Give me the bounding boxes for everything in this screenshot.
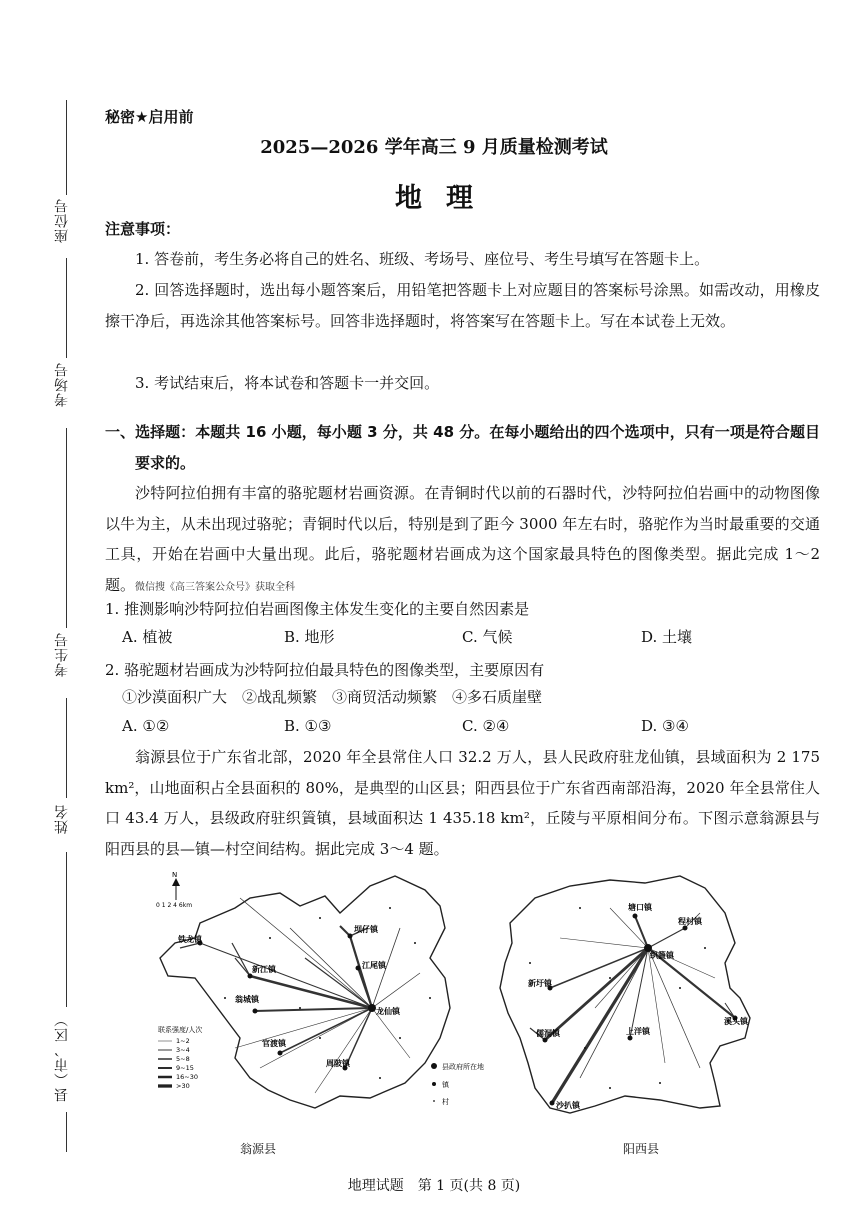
scale-bar-label: 0 1 2 4 6km	[156, 902, 193, 909]
legend-item: >30	[176, 1082, 190, 1090]
town-label: 儒洞镇	[536, 1029, 560, 1038]
yangxi-map	[500, 876, 750, 1156]
q2-option-c[interactable]: C. ②④	[462, 717, 510, 735]
binding-label-seat: 座位号	[54, 198, 70, 243]
q2-option-d[interactable]: D. ③④	[641, 717, 689, 735]
north-arrow-icon	[172, 871, 180, 900]
subject-title: 地理	[395, 183, 497, 214]
notice-item-1: 1. 答卷前，考生务必将自己的姓名、班级、考场号、座位号、考生号填写在答题卡上。	[135, 250, 710, 268]
town-label: 溪头镇	[724, 1017, 748, 1026]
question-1-stem: 1. 推测影响沙特阿拉伯岩画图像主体发生变化的主要自然因素是	[105, 600, 530, 618]
binding-line	[66, 258, 67, 358]
q1-option-c[interactable]: C. 气候	[462, 628, 513, 646]
wengyuan-map	[156, 871, 484, 1156]
town-label: 织篢镇	[650, 951, 674, 960]
legend-item: 5~8	[176, 1055, 190, 1063]
town-label: 上洋镇	[626, 1027, 650, 1036]
town-label: 周陂镇	[326, 1059, 350, 1068]
town-label: 坝仔镇	[354, 925, 378, 934]
town-label: 新江镇	[252, 965, 276, 974]
notice-heading: 注意事项：	[105, 220, 181, 238]
binding-label-county: 县（市、区）	[54, 1012, 70, 1102]
binding-line	[66, 698, 67, 798]
town-label: 沙扒镇	[556, 1101, 580, 1110]
passage-1	[105, 478, 820, 603]
county-structure-figure	[140, 868, 780, 1156]
town-label: 程村镇	[678, 917, 702, 926]
point-legend-town: 镇	[442, 1081, 449, 1089]
legend-item: 3~4	[176, 1046, 190, 1054]
town-label: 塘口镇	[628, 903, 652, 912]
town-label: 翁城镇	[235, 995, 259, 1004]
q1-option-b[interactable]: B. 地形	[284, 628, 335, 646]
exam-title: 2025—2026 学年高三 9 月质量检测考试	[260, 137, 608, 158]
town-label: 铁龙镇	[178, 935, 202, 944]
town-label: 新圩镇	[528, 979, 552, 988]
legend-item: 9~15	[176, 1064, 194, 1072]
binding-line	[66, 852, 67, 1007]
north-label: N	[172, 871, 178, 879]
section-heading-text: 一、选择题：本题共 16 小题，每小题 3 分，共 48 分。在每小题给出的四个选项中，只有一项是符合题目要求的。	[105, 423, 820, 472]
notice-item-2: 2. 回答选择题时，选出每小题答案后，用铅笔把答题卡上对应题目的答案标号涂黑。如需改动，用橡皮擦干净后，再选涂其他答案标号。回答非选择题时，将答案写在答题卡上。写在本试卷上无效。	[105, 281, 820, 330]
question-2-items: ①沙漠面积广大 ②战乱频繁 ③商贸活动频繁 ④多石质崖壁	[122, 688, 543, 706]
passage-2: 翁源县位于广东省北部，2020 年全县常住人口 32.2 万人，县人民政府驻龙仙镇，县域面积为 2 175 km²，山地面积占全县面积的 80%，是典型的山区县；阳西县位于广东省西南部沿海，2020 年全县常住人口 43.4 万人，县级政府驻织篢镇，县域面积达 1 435.18 km²，丘陵与平原相间分布。下图示意翁源县与阳西县的县—镇—村空间结构。据此完成 3～4 题。	[105, 748, 820, 858]
town-label: 龙仙镇	[376, 1007, 400, 1016]
page-footer: 地理试题 第 1 页(共 8 页)	[347, 1178, 521, 1194]
point-legend-county: 县政府所在地	[442, 1063, 484, 1071]
town-label: 江尾镇	[362, 961, 386, 970]
legend-item: 1~2	[176, 1037, 190, 1045]
q2-option-a[interactable]: A. ①②	[122, 717, 170, 735]
passage-1-text: 沙特阿拉伯拥有丰富的骆驼题材岩画资源。在青铜时代以前的石器时代，沙特阿拉伯岩画中的动物图像以牛为主，从未出现过骆驼；青铜时代以后，特别是到了距今 3000 年左右时，骆驼作为当时最重要的交通工具，开始在岩画中大量出现。此后，骆驼题材岩画成为这个国家最具特色的图像类型。据此完成 1～2 题。	[105, 484, 820, 594]
notice-item-3: 3. 考试结束后，将本试卷和答题卡一并交回。	[135, 374, 440, 392]
section-heading	[105, 417, 820, 479]
confidential-mark: 秘密★启用前	[105, 108, 194, 126]
right-map-caption: 阳西县	[623, 1142, 660, 1156]
binding-line	[66, 1112, 67, 1152]
q1-option-a[interactable]: A. 植被	[122, 628, 173, 646]
question-2-stem: 2. 骆驼题材岩画成为沙特阿拉伯最具特色的图像类型，主要原因有	[105, 661, 545, 679]
legend-title: 联系强度/人次	[158, 1026, 203, 1034]
binding-label-name: 姓名	[54, 804, 70, 834]
watermark-text: 微信搜《高三答案公众号》获取全科	[135, 581, 296, 593]
q1-option-d[interactable]: D. 土壤	[641, 628, 693, 646]
binding-label-examinee: 考生号	[54, 632, 70, 677]
binding-line	[66, 428, 67, 628]
point-legend-village: 村	[442, 1098, 449, 1106]
q2-option-b[interactable]: B. ①③	[284, 717, 332, 735]
legend-item: 16~30	[176, 1073, 198, 1081]
left-map-caption: 翁源县	[240, 1142, 277, 1156]
town-label: 官渡镇	[262, 1039, 286, 1048]
binding-label-room: 考场号	[54, 362, 70, 407]
